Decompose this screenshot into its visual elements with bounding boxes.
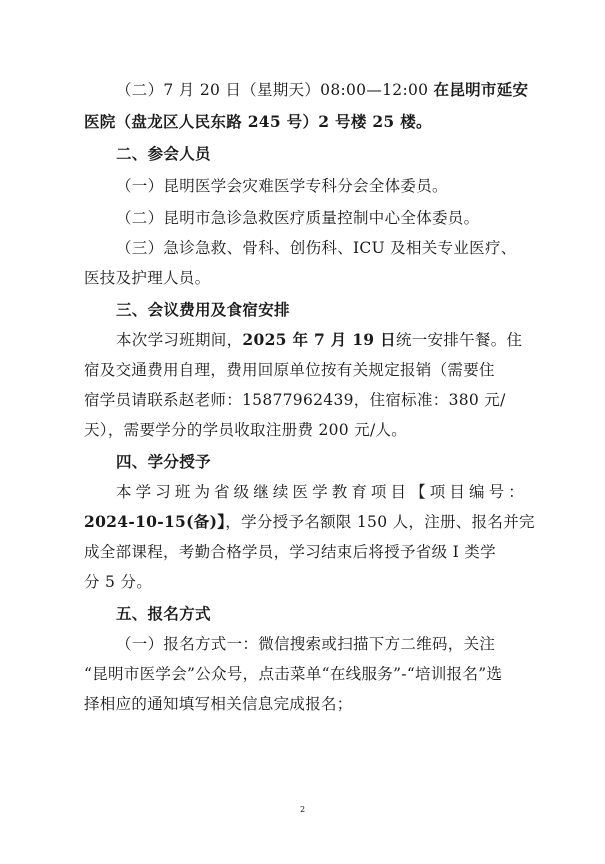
registration-line-2: “昆明市医学会”公众号，点击菜单“在线服务”-“培训报名”选 (84, 665, 503, 683)
paragraph-line (116, 80, 556, 100)
schedule-time: （二）7 月 20 日（星期天）08:00—12:00 (116, 81, 434, 99)
attendee-item-3-cont: 医技及护理人员。 (84, 269, 211, 287)
project-number: 2024-10-15(备)】 (84, 512, 226, 531)
lunch-date: 2025 年 7 月 19 日 (242, 330, 396, 349)
attendee-item-2: （二）昆明市急诊急救医疗质量控制中心全体委员。 (116, 209, 480, 227)
registration-line-1: （一）报名方式一：微信搜索或扫描下方二维码，关注 (116, 635, 496, 653)
attendee-item-3: （三）急诊急救、骨科、创伤科、ICU 及相关专业医疗、 (116, 239, 517, 257)
attendee-item-1: （一）昆明医学会灾难医学专科分会全体委员。 (116, 177, 448, 195)
section-heading-registration: 五、报名方式 (116, 604, 211, 623)
fees-line-1 (116, 330, 556, 350)
section-heading-attendees: 二、参会人员 (116, 144, 211, 163)
fees-line-2: 宿及交通费用自理，费用回原单位按有关规定报销（需要住 (84, 361, 495, 379)
credits-line-3: 成全部课程，考勤合格学员，学习结束后将授予省级 I 类学 (84, 543, 496, 561)
credits-line-4: 分 5 分。 (84, 573, 153, 591)
venue-address: 医院（盘龙区人民东路 245 号）2 号楼 25 楼。 (84, 112, 432, 131)
fees-line-4: 天），需要学分的学员收取注册费 200 元/人。 (84, 421, 408, 439)
credits-line-1: 本学习班为省级继续医学教育项目【项目编号： (116, 483, 524, 501)
credits-text: ，学分授予名额限 150 人，注册、报名并完 (225, 513, 535, 531)
section-heading-fees: 三、会议费用及食宿安排 (116, 300, 290, 319)
registration-line-3: 择相应的通知填写相关信息完成报名； (84, 695, 353, 713)
fees-text: 统一安排午餐。住 (395, 331, 523, 349)
credits-line-2 (84, 512, 535, 532)
fees-line-3: 宿学员请联系赵老师：15877962439，住宿标准：380 元/ (84, 391, 506, 409)
venue-text: 在昆明市延安 (433, 80, 529, 99)
section-heading-credits: 四、学分授予 (116, 452, 211, 471)
fees-text: 本次学习班期间， (116, 331, 243, 349)
page-number: 2 (299, 805, 306, 814)
